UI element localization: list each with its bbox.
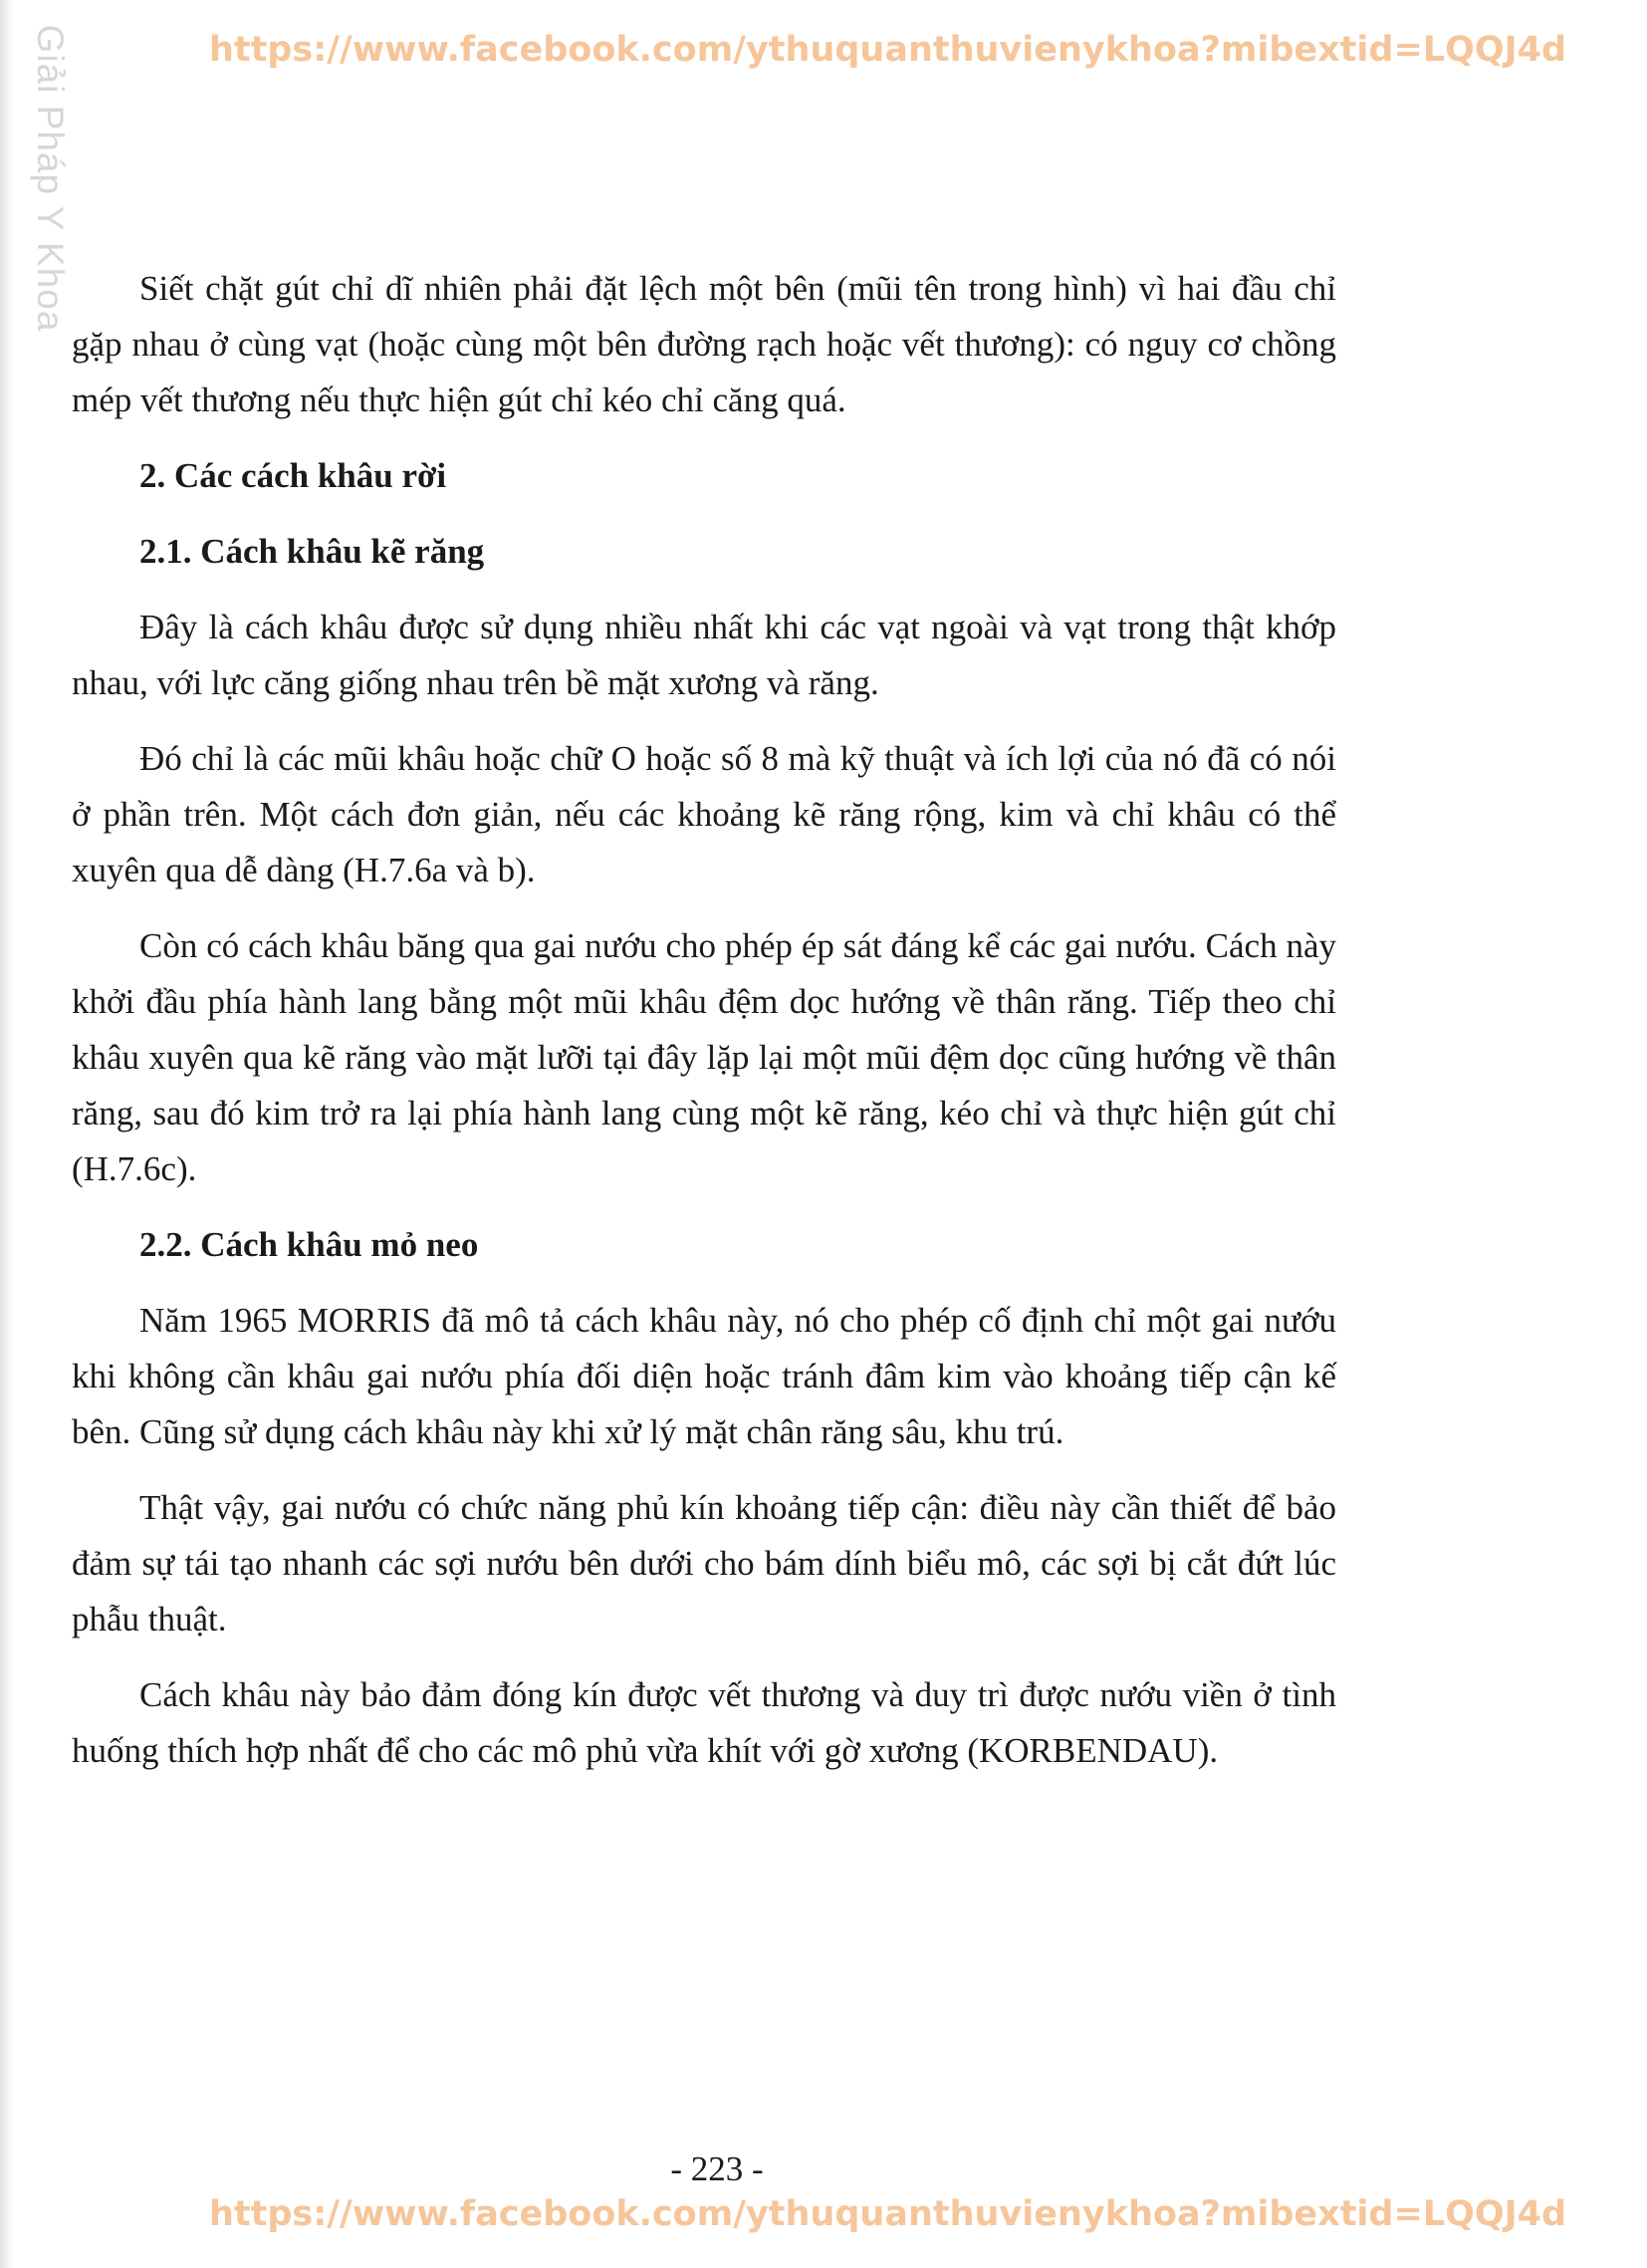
- header-url-link[interactable]: https://www.facebook.com/ythuquanthuvienykhoa?mibextid=LQQJ4d: [209, 30, 1567, 70]
- paragraph-papilla-function: Thật vậy, gai nướu có chức năng phủ kín khoảng tiếp cận: điều này cần thiết để bảo đảm sự tái tạo nhanh các sợi nướu bên dưới cho bám dính biểu mô, các sợi bị cắt đứt lúc phẫu thuật.: [72, 1488, 1336, 1638]
- section-heading-interrupted-sutures: 2. Các cách khâu rời: [139, 456, 447, 495]
- paragraph-interdental-usage: Đây là cách khâu được sử dụng nhiều nhất khi các vạt ngoài và vạt trong thật khớp nhau, với lực căng giống nhau trên bề mặt xương và răng.: [72, 608, 1336, 702]
- subsection-heading-interdental-suture: 2.1. Cách khâu kẽ răng: [139, 532, 485, 571]
- footer-url-link[interactable]: https://www.facebook.com/ythuquanthuvienykhoa?mibextid=LQQJ4d: [209, 2194, 1567, 2234]
- document-body: [72, 261, 1336, 1799]
- watermark-text: Giải Pháp Y Khoa: [30, 24, 71, 333]
- paragraph-interdental-technique: Đó chỉ là các mũi khâu hoặc chữ O hoặc số 8 mà kỹ thuật và ích lợi của nó đã có nói ở phần trên. Một cách đơn giản, nếu các khoảng kẽ răng rộng, kim và chỉ khâu có thể xuyên qua dễ dàng (H.7.6a và b).: [72, 739, 1336, 889]
- paragraph-knot-tightening: Siết chặt gút chỉ dĩ nhiên phải đặt lệch một bên (mũi tên trong hình) vì hai đầu chỉ gặp nhau ở cùng vạt (hoặc cùng một bên đường rạch hoặc vết thương): có nguy cơ chồng mép vết thương nếu thực hiện gút chỉ kéo chỉ căng quá.: [72, 269, 1336, 419]
- subsection-heading-anchor-suture: 2.2. Cách khâu mỏ neo: [139, 1225, 479, 1264]
- paragraph-wound-closure: Cách khâu này bảo đảm đóng kín được vết thương và duy trì được nướu viền ở tình huống thích hợp nhất để cho các mô phủ vừa khít với gờ xương (KORBENDAU).: [72, 1675, 1336, 1770]
- paragraph-papilla-crossing: Còn có cách khâu băng qua gai nướu cho phép ép sát đáng kể các gai nướu. Cách này khởi đầu phía hành lang bằng một mũi khâu đệm dọc hướng về thân răng. Tiếp theo chỉ khâu xuyên qua kẽ răng vào mặt lưỡi tại đây lặp lại một mũi đệm dọc cũng hướng về thân răng, sau đó kim trở ra lại phía hành lang cùng một kẽ răng, kéo chỉ và thực hiện gút chỉ (H.7.6c).: [72, 926, 1336, 1188]
- paragraph-morris-1965: Năm 1965 MORRIS đã mô tả cách khâu này, nó cho phép cố định chỉ một gai nướu khi không cần khâu gai nướu phía đối diện hoặc tránh đâm kim vào khoảng tiếp cận kế bên. Cũng sử dụng cách khâu này khi xử lý mặt chân răng sâu, khu trú.: [72, 1301, 1336, 1451]
- page-number: - 223 -: [670, 2149, 764, 2188]
